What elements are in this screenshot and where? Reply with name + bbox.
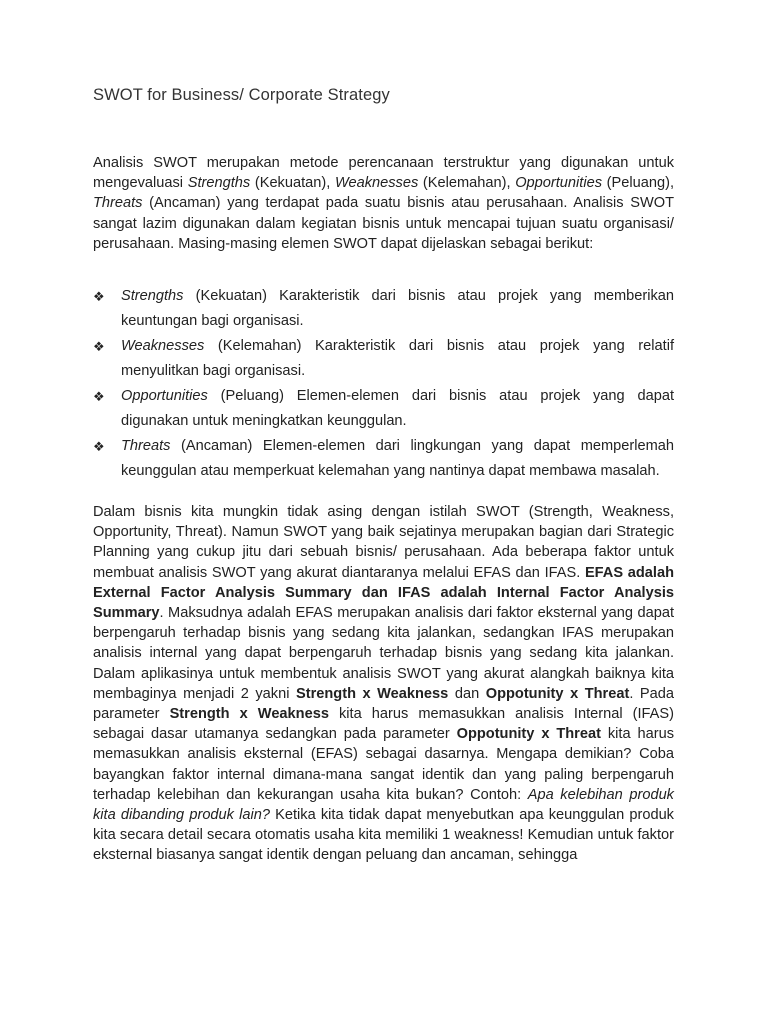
list-item-opportunities	[93, 384, 674, 434]
body-bold-opportunity-threat: Oppotunity x Threat	[485, 685, 630, 702]
intro-italic-strengths: Strengths	[187, 175, 251, 192]
body-bold-efas-ifas: EFAS adalah External Factor Analysis Summary dan IFAS adalah Internal Factor Analysis Summary	[93, 564, 674, 622]
body-bold-strength-weakness: Strength x Weakness	[295, 685, 449, 702]
body-italic-question: Apa kelebihan produk kita dibanding produk lain?	[93, 786, 674, 824]
body-bold-opportunity-threat: Oppotunity x Threat	[456, 726, 601, 743]
body-text: kita harus memasukkan analisis eksternal (EFAS) sebagai dasarnya. Mengapa demikian? Coba bayangkan faktor internal dimana-mana sangat identik dan yang paling berpengaruh terhadap kelebihan dan kekurangan usaha kita bukan? Contoh:	[93, 726, 674, 803]
body-text: . Pada parameter	[93, 685, 675, 723]
list-item-strengths	[93, 284, 674, 334]
page-title: SWOT for Business/ Corporate Strategy	[93, 86, 390, 104]
list-item-term: Opportunities	[121, 388, 208, 405]
intro-text: (Ancaman) yang terdapat pada suatu bisnis atau perusahaan. Analisis SWOT sangat lazim digunakan dalam kegiatan bisnis untuk mencapai tujuan suatu organisasi/ perusahaan. Masing-masing elemen SWOT dapat dijelaskan sebagai berikut:	[93, 195, 674, 252]
swot-list	[93, 284, 674, 484]
intro-text: Analisis SWOT merupakan metode perencanaan terstruktur yang digunakan untuk mengevaluasi	[93, 155, 674, 192]
body-paragraph	[93, 502, 674, 866]
list-item-term: Threats	[121, 438, 171, 455]
body-text: Dalam bisnis kita mungkin tidak asing dengan istilah SWOT (Strength, Weakness, Opportunity, Threat). Namun SWOT yang baik sejatinya merupakan bagian dari Strategic Planning yang cukup jitu dari sebuah bisnis/ perusahaan. Ada beberapa faktor untuk membuat analisis SWOT yang akurat diantaranya melalui EFAS dan IFAS.	[93, 504, 674, 581]
body-bold-strength-weakness: Strength x Weakness	[169, 706, 329, 723]
list-item-text: (Peluang) Elemen-elemen dari bisnis atau projek yang dapat digunakan untuk meningkatkan keunggulan.	[121, 388, 674, 430]
list-item-text: (Kekuatan) Karakteristik dari bisnis atau projek yang memberikan keuntungan bagi organisasi.	[121, 288, 674, 330]
list-item-weaknesses	[93, 334, 674, 384]
list-item-threats	[93, 434, 674, 484]
intro-italic-threats: Threats	[93, 195, 143, 212]
list-item-term: Weaknesses	[121, 338, 205, 355]
diamond-bullet-icon: ❖	[93, 389, 105, 405]
body-text: . Maksudnya adalah EFAS merupakan analisis dari faktor eksternal yang dapat berpengaruh terhadap bisnis yang sedang kita jalankan, sedangkan IFAS merupakan analisis internal yang dapat berpengaruh terhadap bisnis yang sedang kita jalankan. Dalam aplikasinya untuk membentuk analisis SWOT yang akurat alangkah baiknya kita membaginya menjadi 2 yakni	[93, 605, 674, 702]
list-item-text: (Kelemahan) Karakteristik dari bisnis atau projek yang relatif menyulitkan bagi organisasi.	[121, 338, 674, 380]
intro-italic-opportunities: Opportunities	[515, 175, 602, 192]
list-item-text: (Ancaman) Elemen-elemen dari lingkungan yang dapat memperlemah keunggulan atau memperkuat kelemahan yang nantinya dapat membawa masalah.	[121, 438, 674, 480]
diamond-bullet-icon: ❖	[93, 439, 105, 455]
intro-paragraph	[93, 153, 674, 254]
list-item-term: Strengths	[121, 288, 184, 305]
diamond-bullet-icon: ❖	[93, 289, 105, 305]
intro-italic-weaknesses: Weaknesses	[334, 175, 419, 192]
body-text: kita harus memasukkan analisis Internal (IFAS) sebagai dasar utamanya sedangkan pada parameter	[93, 706, 674, 743]
diamond-bullet-icon: ❖	[93, 339, 105, 355]
body-text: dan	[448, 685, 486, 702]
body-text: Ketika kita tidak dapat menyebutkan apa keunggulan produk kita secara detail secara otomatis usaha kita memiliki 1 weakness! Kemudian untuk faktor eksternal biasanya sangat identik dengan peluang dan ancaman, sehingga	[93, 807, 674, 864]
intro-text: (Peluang),	[602, 175, 674, 192]
intro-text: (Kelemahan),	[418, 175, 516, 192]
intro-text: (Kekuatan),	[250, 175, 335, 192]
